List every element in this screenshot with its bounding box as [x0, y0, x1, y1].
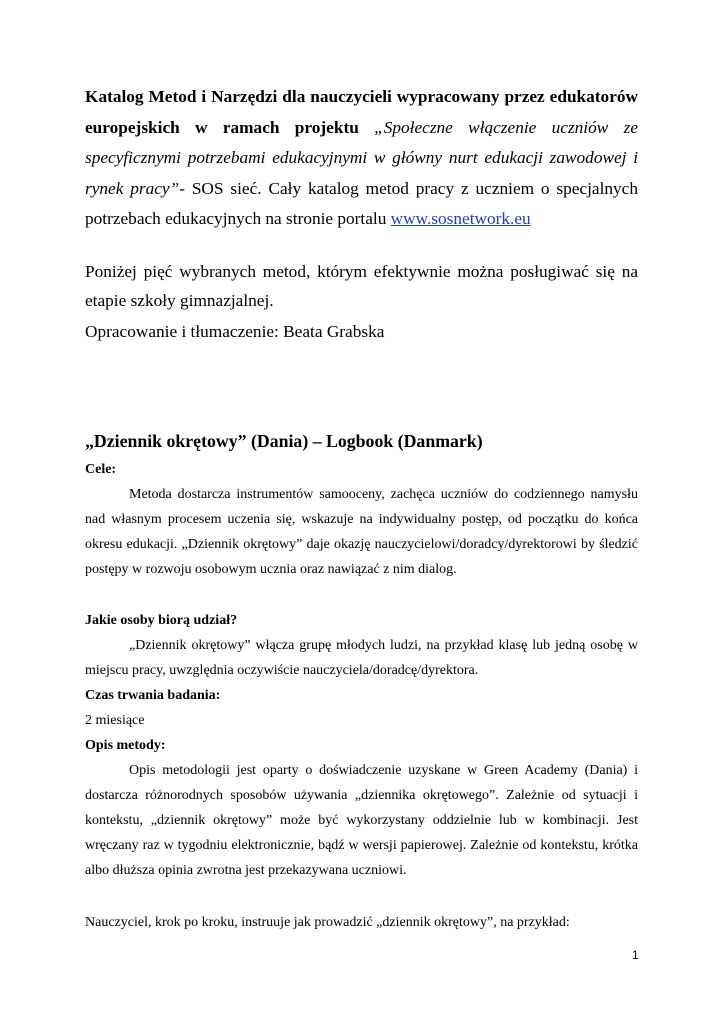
czas-block	[85, 683, 638, 733]
opis-text: Opis metodologii jest oparty o doświadczenie uzyskane w Green Academy (Dania) i dostarcza różnorodnych sposobów używania „dziennika okrętowego”. Zależnie od sytuacji i kontekstu, „dziennik okrętowy” może być wykorzystany oddzielnie lub w kombinacji. Jest wręczany raz w tygodniu elektronicznie, bądź w wersji papierowej. Zależnie od kontekstu, krótka albo dłuższa opinia zwrotna jest przekazywana uczniowi.	[85, 763, 638, 878]
czas-heading: Czas trwania badania:	[85, 688, 221, 703]
page-number: 1	[632, 948, 639, 962]
intro-paragraph	[85, 82, 638, 235]
cele-text: Metoda dostarcza instrumentów samooceny, zachęca uczniów do codziennego namysłu nad własnym procesem uczenia się, wskazuje na indywidualny postęp, od początku do końca okresu edukacji. „Dziennik okrętowy” daje okazję nauczycielowi/doradcy/dyrektorowi by śledzić postępy w rozwoju osobowym ucznia oraz nawiązać z nim dialog.	[85, 487, 638, 577]
osoby-text: „Dziennik okrętowy” włącza grupę młodych ludzi, na przykład klasę lub jedną osobę w miejscu pracy, uwzględnia oczywiście nauczyciela/doradcę/dyrektora.	[85, 638, 638, 678]
opis-heading: Opis metody:	[85, 738, 166, 753]
cele-heading: Cele:	[85, 462, 117, 477]
author-credit: Opracowanie i tłumaczenie: Beata Grabska	[85, 322, 385, 341]
portal-link[interactable]: www.sosnetwork.eu	[390, 209, 531, 228]
czas-text: 2 miesiące	[85, 713, 145, 728]
opis-block	[85, 733, 638, 883]
cele-block	[85, 457, 638, 582]
project-title: „Społeczne włączenie uczniów ze specyficznymi potrzebami edukacyjnymi w główny nurt edukacji zawodowej i rynek pracy”	[85, 117, 638, 198]
methods-intro-paragraph: Poniżej pięć wybranych metod, którym efektywnie można posługiwać się na etapie szkoły gimnazjalnej.	[85, 262, 638, 310]
final-block	[85, 910, 638, 935]
intro-bold-text: Katalog Metod i Narzędzi dla nauczycieli wypracowany przez edukatorów europejskich w ramach projektu	[85, 87, 638, 137]
section-title: „Dziennik okrętowy” (Dania) – Logbook (Danmark)	[85, 431, 483, 451]
intro-normal-text: - SOS sieć. Cały katalog metod pracy z uczniem o specjalnych potrzebach edukacyjnych na stronie portalu	[85, 178, 638, 228]
osoby-block	[85, 608, 638, 683]
final-text: Nauczyciel, krok po kroku, instruuje jak prowadzić „dziennik okrętowy”, na przykład:	[85, 915, 570, 930]
osoby-heading: Jakie osoby biorą udział?	[85, 613, 238, 628]
